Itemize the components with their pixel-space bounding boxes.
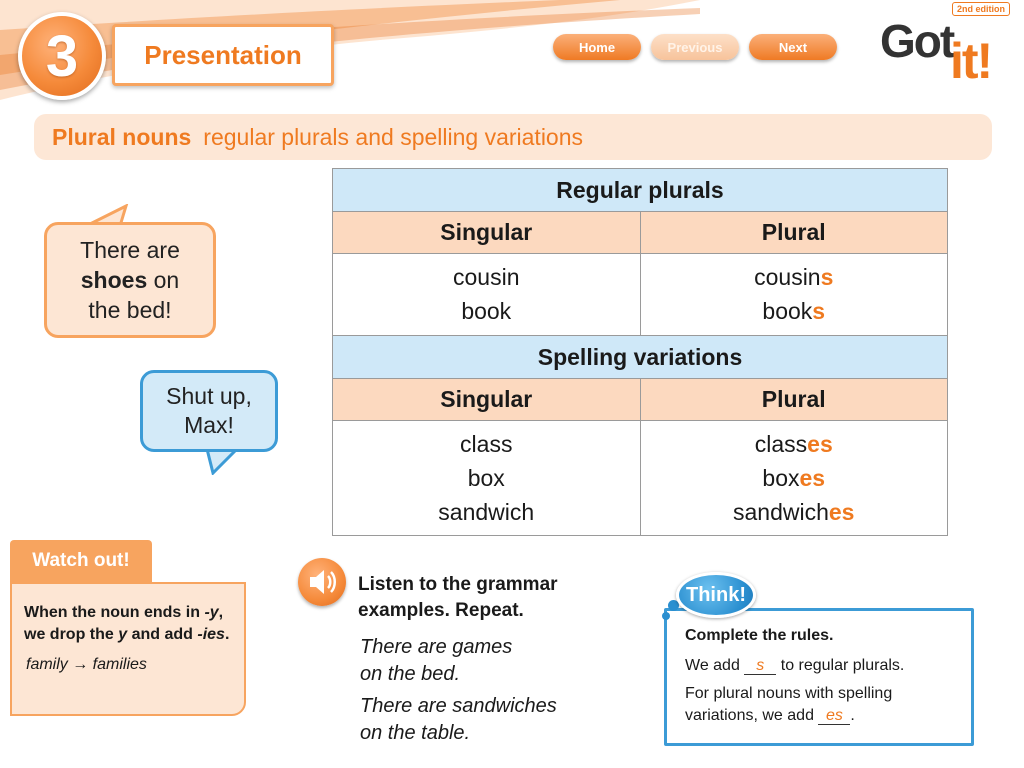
plural-suffix: es <box>799 465 826 491</box>
rule-text: to regular plurals. <box>776 657 905 674</box>
logo-word-it: it! <box>950 33 992 89</box>
rule-text: We add <box>685 657 745 674</box>
unit-number-badge: 3 <box>18 12 106 100</box>
plural-suffix: s <box>812 298 826 324</box>
watch-out-rule <box>24 602 232 646</box>
regular-plurals-heading: Regular plurals <box>333 169 948 212</box>
watch-out-tab: Watch out! <box>10 540 152 582</box>
page-subtitle: regular plurals and spelling variations <box>203 123 584 150</box>
plural-suffix: es <box>828 499 855 525</box>
example-line: There are sandwiches <box>360 695 557 717</box>
think-rule-1 <box>685 655 971 677</box>
instruction-line: examples. Repeat. <box>358 600 524 621</box>
think-rule-2 <box>685 683 971 727</box>
table-row: book <box>461 298 512 324</box>
bubble-line: Max! <box>184 412 234 438</box>
rule-text: variations, we add <box>685 707 819 724</box>
table-row <box>641 461 948 495</box>
spelling-variations-heading: Spelling variations <box>333 336 948 379</box>
spelling-singular-cell <box>333 421 641 536</box>
example-line: on the bed. <box>360 663 461 685</box>
next-button[interactable]: Next <box>749 34 837 60</box>
bubble-line: Shut up, <box>166 383 252 409</box>
example-line: on the table. <box>360 722 471 744</box>
logo-word-got: Got <box>880 15 954 67</box>
table-row <box>641 495 948 529</box>
rule-emphasis: -ies <box>197 626 225 643</box>
watch-out-example: family → families <box>26 656 147 673</box>
grammar-example <box>360 634 620 688</box>
regular-singular-header: Singular <box>333 212 641 254</box>
rule-text: When the noun ends in <box>24 604 205 621</box>
got-it-logo <box>876 0 1016 92</box>
speech-bubble-shut-up <box>140 370 278 452</box>
think-heading: Complete the rules. <box>685 627 834 644</box>
instruction-line: Listen to the grammar <box>358 574 558 595</box>
think-box <box>664 608 974 746</box>
answer-blank: es <box>818 708 850 725</box>
plural-stem: box <box>762 465 800 491</box>
plural-suffix: es <box>807 431 833 457</box>
example-line: There are games <box>360 636 513 658</box>
regular-plural-cell <box>640 254 948 336</box>
blue-bubble-tail <box>205 449 245 475</box>
watch-out-box <box>10 582 246 716</box>
previous-button[interactable]: Previous <box>651 34 739 60</box>
bubble-text: on <box>147 267 180 293</box>
bubble-line <box>81 265 179 295</box>
rule-line <box>685 705 971 727</box>
rule-text: and add <box>127 626 198 643</box>
rule-text: , we drop the <box>24 604 224 643</box>
thought-dot <box>662 612 670 620</box>
rule-emphasis: -y <box>204 604 219 621</box>
plural-stem: cousin <box>754 264 821 290</box>
plural-stem: sandwich <box>733 499 829 525</box>
rule-text: . <box>224 626 230 643</box>
bubble-emphasis: shoes <box>80 267 148 293</box>
bubble-line: the bed! <box>88 297 172 323</box>
page-title: Plural nouns <box>52 123 192 150</box>
rule-emphasis: y <box>118 626 128 643</box>
home-button[interactable]: Home <box>553 34 641 60</box>
plural-stem: class <box>754 431 808 457</box>
speech-bubble-shoes <box>44 222 216 338</box>
edition-label: 2nd edition <box>952 2 1010 16</box>
page-title-bar <box>34 114 992 160</box>
rule-text: For plural nouns with spelling <box>685 685 893 702</box>
rule-text: . <box>850 707 855 724</box>
table-row <box>641 260 948 294</box>
regular-singular-cell <box>333 254 641 336</box>
table-row: class <box>460 431 513 457</box>
plurals-table <box>332 168 948 536</box>
answer-blank: s <box>744 658 776 675</box>
table-row: cousin <box>453 264 520 290</box>
listen-instruction <box>358 572 618 624</box>
think-badge: Think! <box>676 572 756 618</box>
table-row: box <box>467 465 505 491</box>
plural-stem: book <box>762 298 813 324</box>
regular-plural-header: Plural <box>640 212 948 254</box>
speaker-icon[interactable] <box>298 558 346 606</box>
spelling-singular-header: Singular <box>333 379 641 421</box>
bubble-line: There are <box>80 237 180 263</box>
plural-suffix: s <box>820 264 834 290</box>
spelling-plural-cell <box>640 421 948 536</box>
table-row <box>641 427 948 461</box>
spelling-plural-header: Plural <box>640 379 948 421</box>
section-title: Presentation <box>112 24 334 86</box>
grammar-example <box>360 693 620 747</box>
table-row <box>641 294 948 328</box>
table-row: sandwich <box>438 499 535 525</box>
